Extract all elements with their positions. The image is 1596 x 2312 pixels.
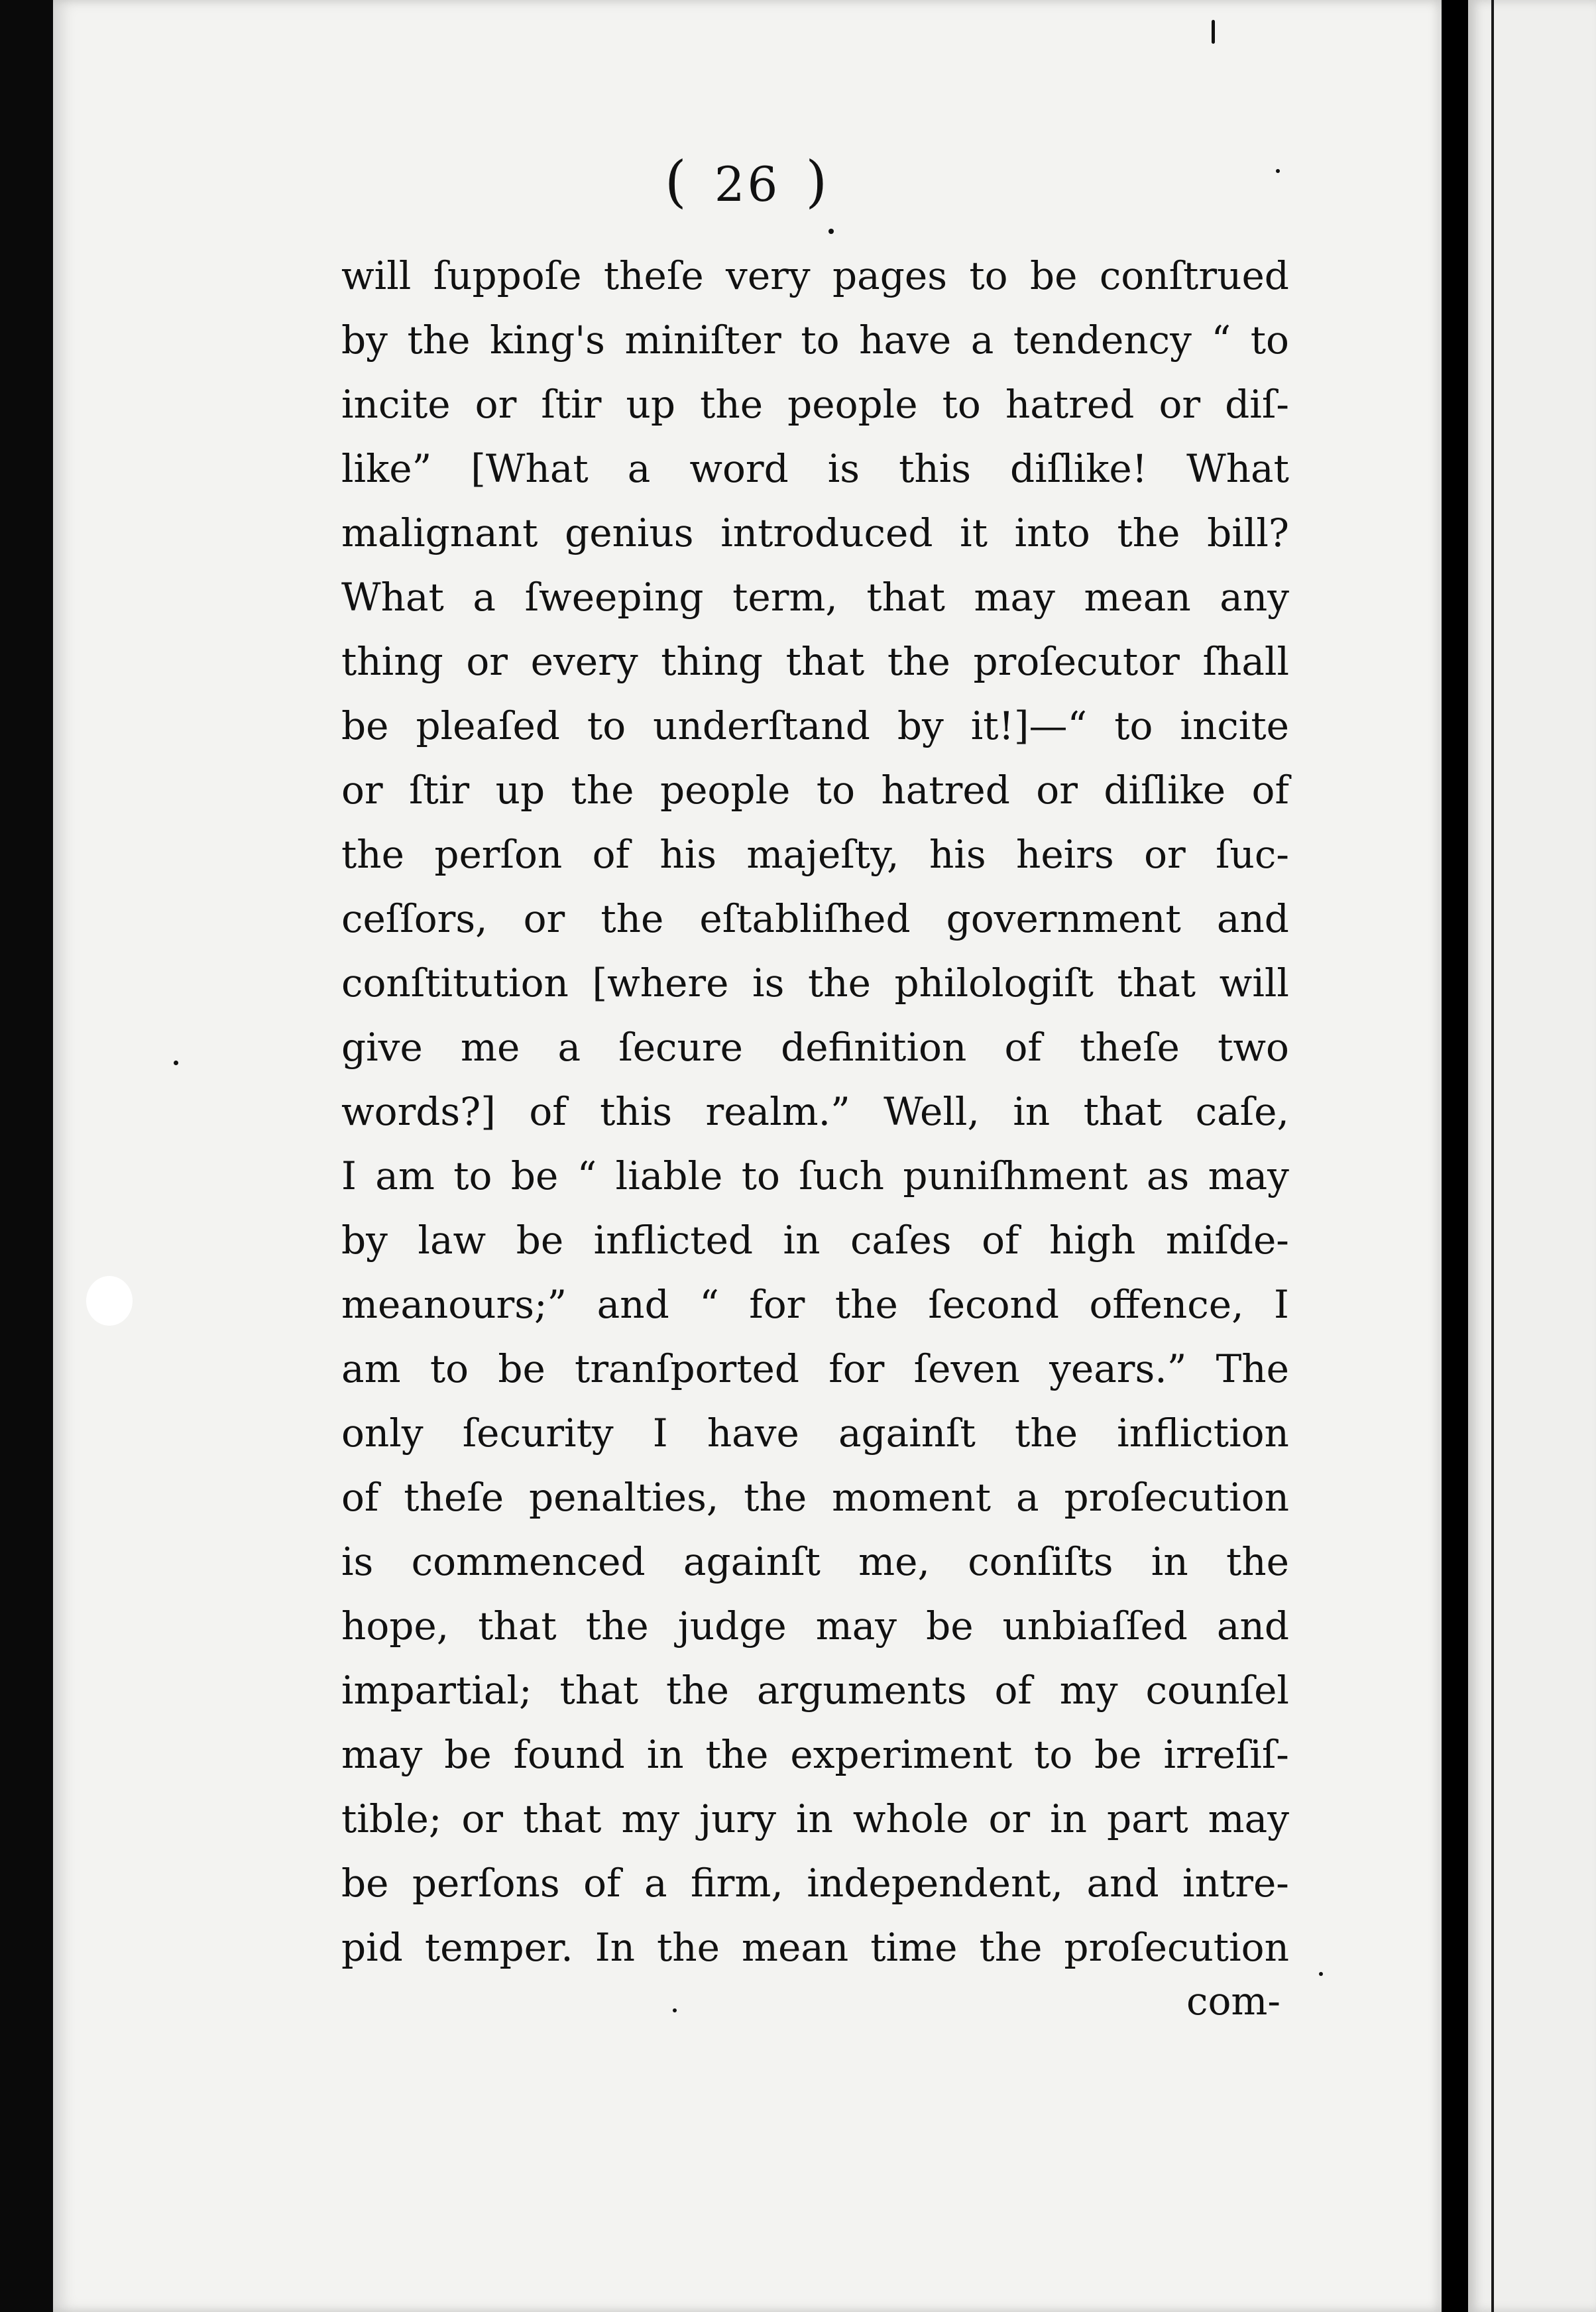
scan-speck [1212, 20, 1215, 44]
text-line: conſtitution [where is the philologiſt that will [341, 960, 1289, 1006]
text-line: only ſecurity I have againſt the infliction [341, 1411, 1289, 1456]
left-binding-edge [0, 0, 53, 2312]
text-line: give me a ſecure definition of theſe two [341, 1025, 1289, 1070]
page-edge-line [1491, 0, 1494, 2312]
text-line: I am to be “ liable to ſuch puniſhment as may [341, 1153, 1289, 1198]
right-paren: ) [805, 149, 830, 214]
text-line: pid temper. In the mean time the proſecution [341, 1925, 1289, 1970]
text-line: be pleaſed to underſtand by it!]—“ to incite [341, 703, 1289, 748]
text-line: ceſſors, or the eſtabliſhed government and [341, 896, 1289, 941]
paper-blot [86, 1276, 133, 1326]
scan-speck [174, 1061, 178, 1065]
text-line: impartial; that the arguments of my counſel [341, 1668, 1289, 1713]
page-number-value: 26 [714, 156, 781, 212]
text-line: words?] of this realm.” Well, in that caſe, [341, 1089, 1289, 1134]
text-line: may be found in the experiment to be irreſiſ- [341, 1732, 1289, 1777]
text-line: the perſon of his majeſty, his heirs or ſuc- [341, 832, 1289, 877]
text-line: will ſuppoſe theſe very pages to be conſtrued [341, 253, 1289, 298]
page-gutter [1442, 0, 1468, 2312]
text-line: be perſons of a firm, independent, and intre- [341, 1861, 1289, 1906]
scan-speck [828, 229, 834, 234]
text-line: tible; or that my jury in whole or in part may [341, 1796, 1289, 1841]
text-line: meanours;” and “ for the ſecond offence, I [341, 1282, 1289, 1327]
text-line: am to be tranſported for ſeven years.” The [341, 1346, 1289, 1391]
text-line: like” [What a word is this diſlike! What [341, 446, 1289, 491]
body-text [341, 244, 1289, 1980]
scan-speck [673, 2008, 677, 2012]
text-line: or ſtir up the people to hatred or diſlike of [341, 768, 1289, 813]
text-line: incite or ſtir up the people to hatred or diſ- [341, 382, 1289, 427]
text-line: What a ſweeping term, that may mean any [341, 575, 1289, 620]
text-line: thing or every thing that the proſecutor ſhall [341, 639, 1289, 684]
left-paren: ( [664, 149, 689, 214]
text-line: hope, that the judge may be unbiaſſed and [341, 1603, 1289, 1648]
scan-speck [1319, 1972, 1323, 1976]
text-line: is commenced againſt me, conſiſts in the [341, 1539, 1289, 1584]
page-number [53, 149, 1442, 214]
text-line: of theſe penalties, the moment a proſecution [341, 1475, 1289, 1520]
text-line: by the king's miniſter to have a tendency “ to [341, 318, 1289, 363]
catchword: com- [1186, 1979, 1281, 2024]
adjacent-page-edge [1468, 0, 1596, 2312]
text-line: malignant genius introduced it into the bill? [341, 510, 1289, 555]
scan-speck [1276, 169, 1280, 173]
text-line: by law be inflicted in caſes of high miſde- [341, 1218, 1289, 1263]
